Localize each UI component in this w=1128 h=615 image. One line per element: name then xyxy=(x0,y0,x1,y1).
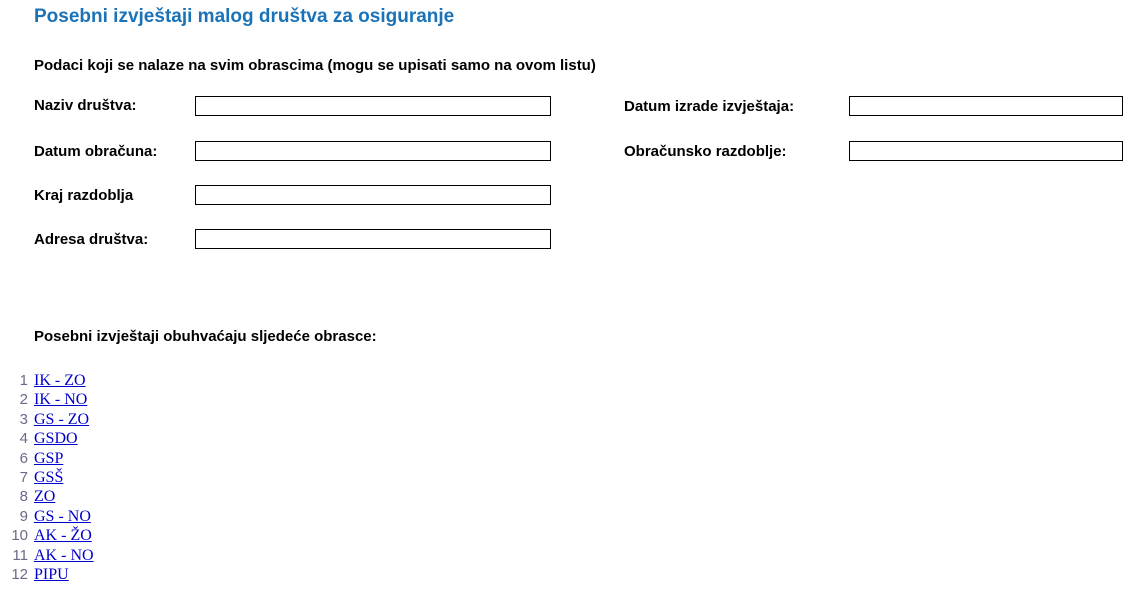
form-link-gs-no[interactable]: GS - NO xyxy=(34,507,91,525)
form-number: 10 xyxy=(11,527,28,545)
list-item xyxy=(0,526,94,545)
adresa-drustva-label: Adresa društva: xyxy=(34,231,149,248)
list-item xyxy=(0,468,94,487)
list-item xyxy=(0,390,94,409)
form-number: 6 xyxy=(19,449,28,467)
form-link-ak-zo[interactable]: AK - ŽO xyxy=(34,527,92,545)
section-subtitle: Podaci koji se nalaze na svim obrascima (mogu se upisati samo na ovom listu) xyxy=(34,57,596,74)
form-number: 4 xyxy=(19,430,28,448)
form-link-gss[interactable]: GSŠ xyxy=(34,468,64,486)
list-item xyxy=(0,565,94,584)
page-title: Posebni izvještaji malog društva za osiguranje xyxy=(34,6,455,27)
form-link-gs-zo[interactable]: GS - ZO xyxy=(34,410,90,428)
form-link-ik-no[interactable]: IK - NO xyxy=(34,391,88,409)
list-item xyxy=(0,507,94,526)
list-item xyxy=(0,410,94,429)
form-link-gsdo[interactable]: GSDO xyxy=(34,430,78,448)
form-number: 9 xyxy=(19,507,28,525)
form-number: 1 xyxy=(19,372,28,389)
forms-list xyxy=(0,371,94,584)
form-link-pipu[interactable]: PIPU xyxy=(34,565,69,583)
adresa-drustva-input[interactable] xyxy=(195,229,551,249)
naziv-drustva-input[interactable] xyxy=(195,96,551,116)
form-link-ak-no[interactable]: AK - NO xyxy=(34,546,94,564)
kraj-razdoblja-input[interactable] xyxy=(195,185,551,205)
form-number: 7 xyxy=(19,468,28,486)
list-item xyxy=(0,371,94,390)
list-item xyxy=(0,449,94,468)
form-number: 2 xyxy=(19,391,28,409)
list-item xyxy=(0,487,94,506)
form-link-ik-zo[interactable]: IK - ZO xyxy=(34,372,86,389)
form-number: 3 xyxy=(19,410,28,428)
kraj-razdoblja-label: Kraj razdoblja xyxy=(34,187,134,204)
datum-obracuna-input[interactable] xyxy=(195,141,551,161)
form-number: 8 xyxy=(19,488,28,506)
list-item xyxy=(0,429,94,448)
form-number: 12 xyxy=(11,565,28,583)
obracunsko-razdoblje-input[interactable] xyxy=(849,141,1123,161)
forms-heading: Posebni izvještaji obuhvaćaju sljedeće obrasce: xyxy=(34,328,377,345)
naziv-drustva-label: Naziv društva: xyxy=(34,97,137,114)
datum-obracuna-label: Datum obračuna: xyxy=(34,143,158,160)
list-item xyxy=(0,546,94,565)
form-link-gsp[interactable]: GSP xyxy=(34,449,64,467)
form-link-zo[interactable]: ZO xyxy=(34,488,56,506)
form-number: 11 xyxy=(12,546,28,564)
obracunsko-razdoblje-label: Obračunsko razdoblje: xyxy=(624,143,787,160)
datum-izrade-input[interactable] xyxy=(849,96,1123,116)
datum-izrade-label: Datum izrade izvještaja: xyxy=(624,98,795,115)
